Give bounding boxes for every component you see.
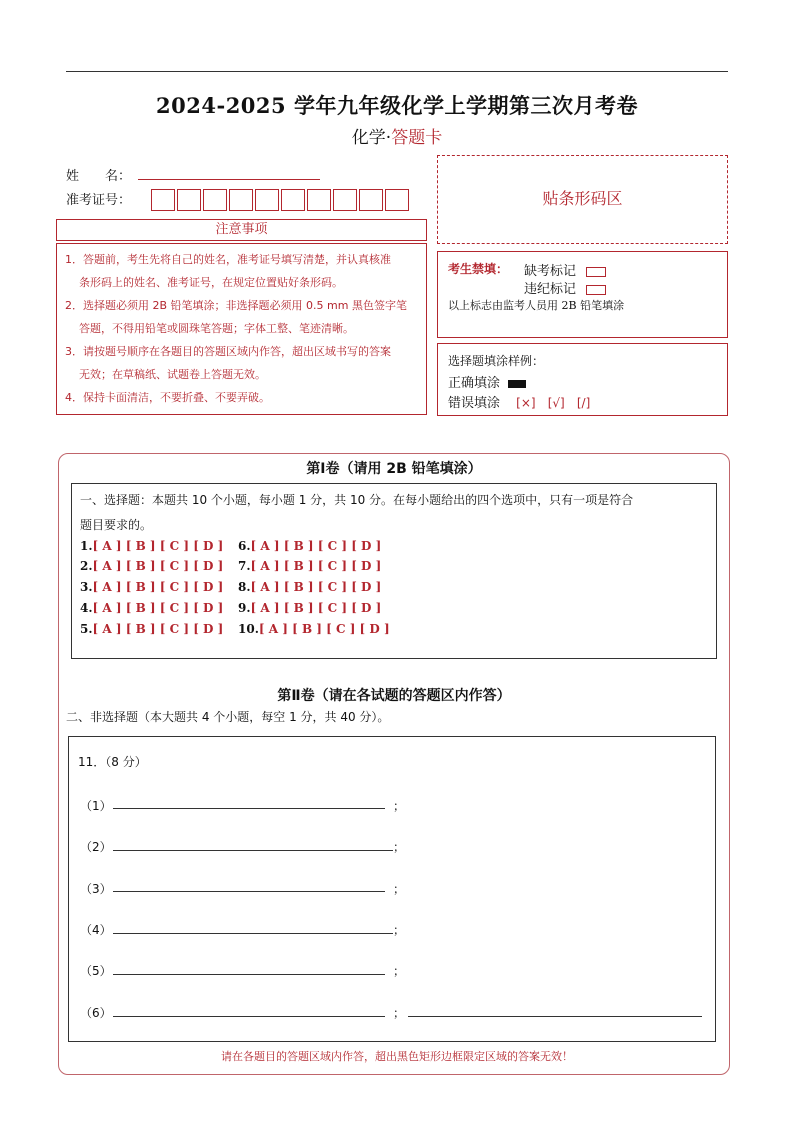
blank-5-separator: ； [393,964,406,978]
exam-id-digit-box[interactable] [203,189,227,211]
name-label: 姓 名： [66,169,132,184]
wrong-mark-cross: [×] [516,396,536,410]
mcq-options[interactable]: [ A ] [ B ] [ C ] [ D ] [258,622,390,636]
subtitle-subject: 化学· [351,128,392,148]
blank-2-label: （2） [80,840,112,854]
mcq-number: 3. [80,580,93,594]
mcq-options[interactable]: [ A ] [ B ] [ C ] [ D ] [250,539,382,553]
blank-2-line[interactable] [113,850,393,851]
mcq-options[interactable]: [ A ] [ B ] [ C ] [ D ] [92,580,224,594]
mcq-row[interactable] [80,601,223,615]
mcq-number: 8. [238,580,251,594]
absent-mark-label: 缺考标记 [524,264,577,279]
mcq-number: 5. [80,622,93,636]
mcq-number: 7. [238,559,251,573]
exam-id-label: 准考证号： [66,193,132,208]
blank-2-separator: ； [393,840,406,854]
mcq-number: 2. [80,559,93,573]
wrong-fill-row [448,392,590,411]
blank-6-line-a[interactable] [113,1016,385,1017]
forbidden-label: 考生禁填： [448,262,509,276]
mcq-options[interactable]: [ A ] [ B ] [ C ] [ D ] [250,580,382,594]
notice-item-4-line1: 4．保持卡面清洁，不要折叠、不要弄破。 [65,391,270,404]
wrong-fill-label: 错误填涂 [448,396,501,411]
notice-item-1-line2: 条形码上的姓名、准考证号，在规定位置贴好条形码。 [79,276,343,289]
mcq-number: 4. [80,601,93,615]
mcq-row[interactable] [80,539,223,553]
exam-id-digit-box[interactable] [281,189,305,211]
blank-4-separator: ； [393,923,406,937]
mcq-options[interactable]: [ A ] [ B ] [ C ] [ D ] [92,601,224,615]
violation-mark-label: 违纪标记 [524,282,577,297]
mcq-number: 6. [238,539,251,553]
correct-fill-sample [508,380,526,388]
section2-title: 第Ⅱ卷（请在各试题的答题区内作答） [277,688,511,704]
exam-id-digit-box[interactable] [177,189,201,211]
notice-item-3-line1: 3．请按题号顺序在各题目的答题区域内作答，超出区域书写的答案 [65,345,391,358]
mcq-row[interactable] [238,539,381,553]
blank-4-line[interactable] [113,933,393,934]
blank-4-label: （4） [80,923,112,937]
barcode-area: 贴条形码区 [437,155,728,244]
wrong-mark-check: [√] [547,396,565,410]
fill-example-title: 选择题填涂样例： [448,354,545,368]
exam-id-digit-box[interactable] [333,189,357,211]
name-field[interactable] [138,179,320,180]
mcq-row[interactable] [80,622,223,636]
blank-6-separator: ； [393,1006,406,1020]
mcq-options[interactable]: [ A ] [ B ] [ C ] [ D ] [250,601,382,615]
mcq-number: 10. [238,622,259,636]
mcq-row[interactable] [238,580,381,594]
mcq-options[interactable]: [ A ] [ B ] [ C ] [ D ] [250,559,382,573]
blank-3-line[interactable] [113,891,385,892]
notice-body [56,243,427,415]
page-subtitle [0,123,794,148]
mcq-intro-line1: 一、选择题：本题共 10 个小题，每小题 1 分，共 10 分。在每小题给出的四个选项中，只有一项是符合 [80,493,634,507]
exam-id-digit-box[interactable] [151,189,175,211]
violation-mark-row [524,278,606,297]
notice-item-3-line2: 无效；在草稿纸、试题卷上答题无效。 [79,368,266,381]
mcq-row[interactable] [80,580,223,594]
mcq-row[interactable] [238,559,381,573]
fill-example-box [437,343,728,416]
mcq-row[interactable] [238,601,381,615]
blank-6-label: （6） [80,1006,112,1020]
mcq-row[interactable] [238,622,390,636]
section2-intro: 二、非选择题（本大题共 4 个小题，每空 1 分，共 40 分）。 [66,710,390,724]
blank-1-line[interactable] [113,808,385,809]
footer-warning: 请在各题目的答题区域内作答，超出黑色矩形边框限定区域的答案无效！ [221,1050,573,1063]
wrong-mark-slash: [/] [576,396,591,410]
page-title: 2024-2025 学年九年级化学上学期第三次月考卷 [156,93,638,118]
question-11-label: 11．（8 分） [78,755,147,769]
top-rule [66,71,728,72]
subtitle-card: 答题卡 [391,128,443,148]
mcq-row[interactable] [80,559,223,573]
section1-title: 第Ⅰ卷（请用 2B 铅笔填涂） [306,461,482,477]
mcq-options[interactable]: [ A ] [ B ] [ C ] [ D ] [92,559,224,573]
examinee-forbidden-box [437,251,728,338]
correct-fill-row [448,372,526,391]
blank-6-line-b[interactable] [408,1016,702,1017]
exam-id-digit-box[interactable] [229,189,253,211]
forbidden-note: 以上标志由监考人员用 2B 铅笔填涂 [448,299,625,312]
blank-5-line[interactable] [113,974,385,975]
notice-item-2-line1: 2．选择题必须用 2B 铅笔填涂；非选择题必须用 0.5 mm 黑色签字笔 [65,299,407,312]
absent-mark-box[interactable] [586,267,606,277]
mcq-intro [80,488,710,538]
mcq-number: 9. [238,601,251,615]
blank-3-separator: ； [393,882,406,896]
exam-id-digit-box[interactable] [359,189,383,211]
mcq-number: 1. [80,539,93,553]
exam-id-digit-box[interactable] [307,189,331,211]
mcq-intro-line2: 题目要求的。 [80,518,153,532]
exam-id-digit-box[interactable] [255,189,279,211]
mcq-options[interactable]: [ A ] [ B ] [ C ] [ D ] [92,539,224,553]
blank-1-label: （1） [80,799,112,813]
blank-3-label: （3） [80,882,112,896]
violation-mark-box[interactable] [586,285,606,295]
blank-1-separator: ； [393,799,406,813]
mcq-options[interactable]: [ A ] [ B ] [ C ] [ D ] [92,622,224,636]
correct-fill-label: 正确填涂 [448,376,501,391]
blank-5-label: （5） [80,964,112,978]
notice-title: 注意事项 [56,219,427,241]
notice-item-2-line2: 答题，不得用铅笔或圆珠笔答题；字体工整、笔迹清晰。 [79,322,354,335]
absent-mark-row [524,260,606,279]
exam-id-digit-box[interactable] [385,189,409,211]
notice-item-1-line1: 1．答题前，考生先将自己的姓名，准考证号填写清楚，并认真核准 [65,253,391,266]
question-11-box [68,736,716,1042]
